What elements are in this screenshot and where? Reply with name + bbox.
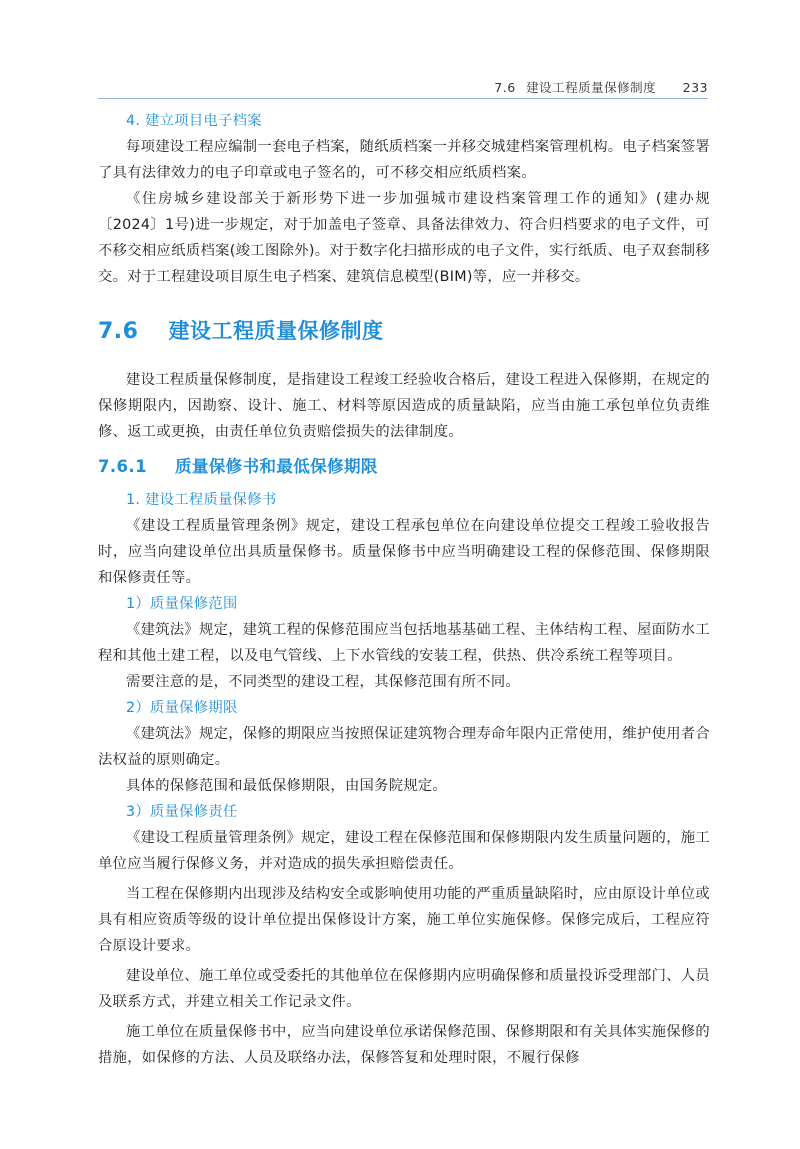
section-intro-paragraph: 建设工程质量保修制度，是指建设工程竣工经验收合格后，建设工程进入保修期，在规定的保修期限内，因勘察、设计、施工、材料等原因造成的质量缺陷，应当由施工承包单位负责维修、返工或更换，由责任单位负责赔偿损失的法律制度。	[98, 372, 710, 440]
page-body	[98, 106, 710, 1071]
section-number: 7.6	[98, 319, 139, 344]
paragraph: 《建设工程质量管理条例》规定，建设工程在保修范围和保修期限内发生质量问题的，施工单位应当履行保修义务，并对造成的损失承担赔偿责任。	[98, 830, 710, 872]
heading-warranty-certificate: 1. 建设工程质量保修书	[126, 492, 277, 508]
subsection-title: 质量保修书和最低保修期限	[174, 457, 378, 476]
page-number: 233	[682, 80, 708, 95]
paragraph: 《建筑法》规定，保修的期限应当按照保证建筑物合理寿命年限内正常使用，维护使用者合法权益的原则确定。	[98, 726, 710, 768]
section-title: 建设工程质量保修制度	[168, 319, 384, 343]
paragraph: 当工程在保修期内出现涉及结构安全或影响使用功能的严重质量缺陷时，应由原设计单位或具有相应资质等级的设计单位提出保修设计方案，施工单位实施保修。保修完成后，工程应符合原设计要求。	[98, 886, 710, 954]
paragraph: 建设单位、施工单位或受委托的其他单位在保修期内应明确保修和质量投诉受理部门、人员及联系方式，并建立相关工作记录文件。	[98, 968, 710, 1010]
paragraph: 《住房城乡建设部关于新形势下进一步加强城市建设档案管理工作的通知》(建办规〔2024〕1号)进一步规定，对于加盖电子签章、具备法律效力、符合归档要求的电子文件，可不移交相应纸质档案(竣工图除外)。对于数字化扫描形成的电子文件，实行纸质、电子双套制移交。对于工程建设项目原生电子档案、建筑信息模型(BIM)等，应一并移交。	[98, 191, 710, 285]
heading-warranty-responsibility: 3）质量保修责任	[126, 804, 238, 820]
paragraph: 《建筑法》规定，建筑工程的保修范围应当包括地基基础工程、主体结构工程、屋面防水工程和其他土建工程，以及电气管线、上下水管线的安装工程，供热、供冷系统工程等项目。	[98, 622, 710, 664]
header-section-number: 7.6	[494, 80, 516, 95]
section-heading	[98, 316, 710, 347]
paragraph: 施工单位在质量保修书中，应当向建设单位承诺保修范围、保修期限和有关具体实施保修的措施，如保修的方法、人员及联络办法，保修答复和处理时限，不履行保修	[98, 1024, 710, 1066]
paragraph: 具体的保修范围和最低保修期限，由国务院规定。	[126, 778, 448, 794]
running-header	[494, 78, 708, 96]
paragraph: 每项建设工程应编制一套电子档案，随纸质档案一并移交城建档案管理机构。电子档案签署了具有法律效力的电子印章或电子签名的，可不移交相应纸质档案。	[98, 139, 710, 181]
header-rule	[98, 98, 708, 99]
subsection-number: 7.6.1	[98, 457, 147, 476]
subsection-heading	[98, 453, 710, 481]
heading-warranty-period: 2）质量保修期限	[126, 700, 238, 716]
heading-warranty-scope: 1）质量保修范围	[126, 596, 238, 612]
header-section-title: 建设工程质量保修制度	[526, 80, 657, 95]
paragraph: 需要注意的是，不同类型的建设工程，其保修范围有所不同。	[126, 674, 521, 690]
paragraph: 《建设工程质量管理条例》规定，建设工程承包单位在向建设单位提交工程竣工验收报告时，应当向建设单位出具质量保修书。质量保修书中应当明确建设工程的保修范围、保修期限和保修责任等。	[98, 518, 710, 586]
heading-electronic-archive: 4. 建立项目电子档案	[126, 113, 262, 129]
